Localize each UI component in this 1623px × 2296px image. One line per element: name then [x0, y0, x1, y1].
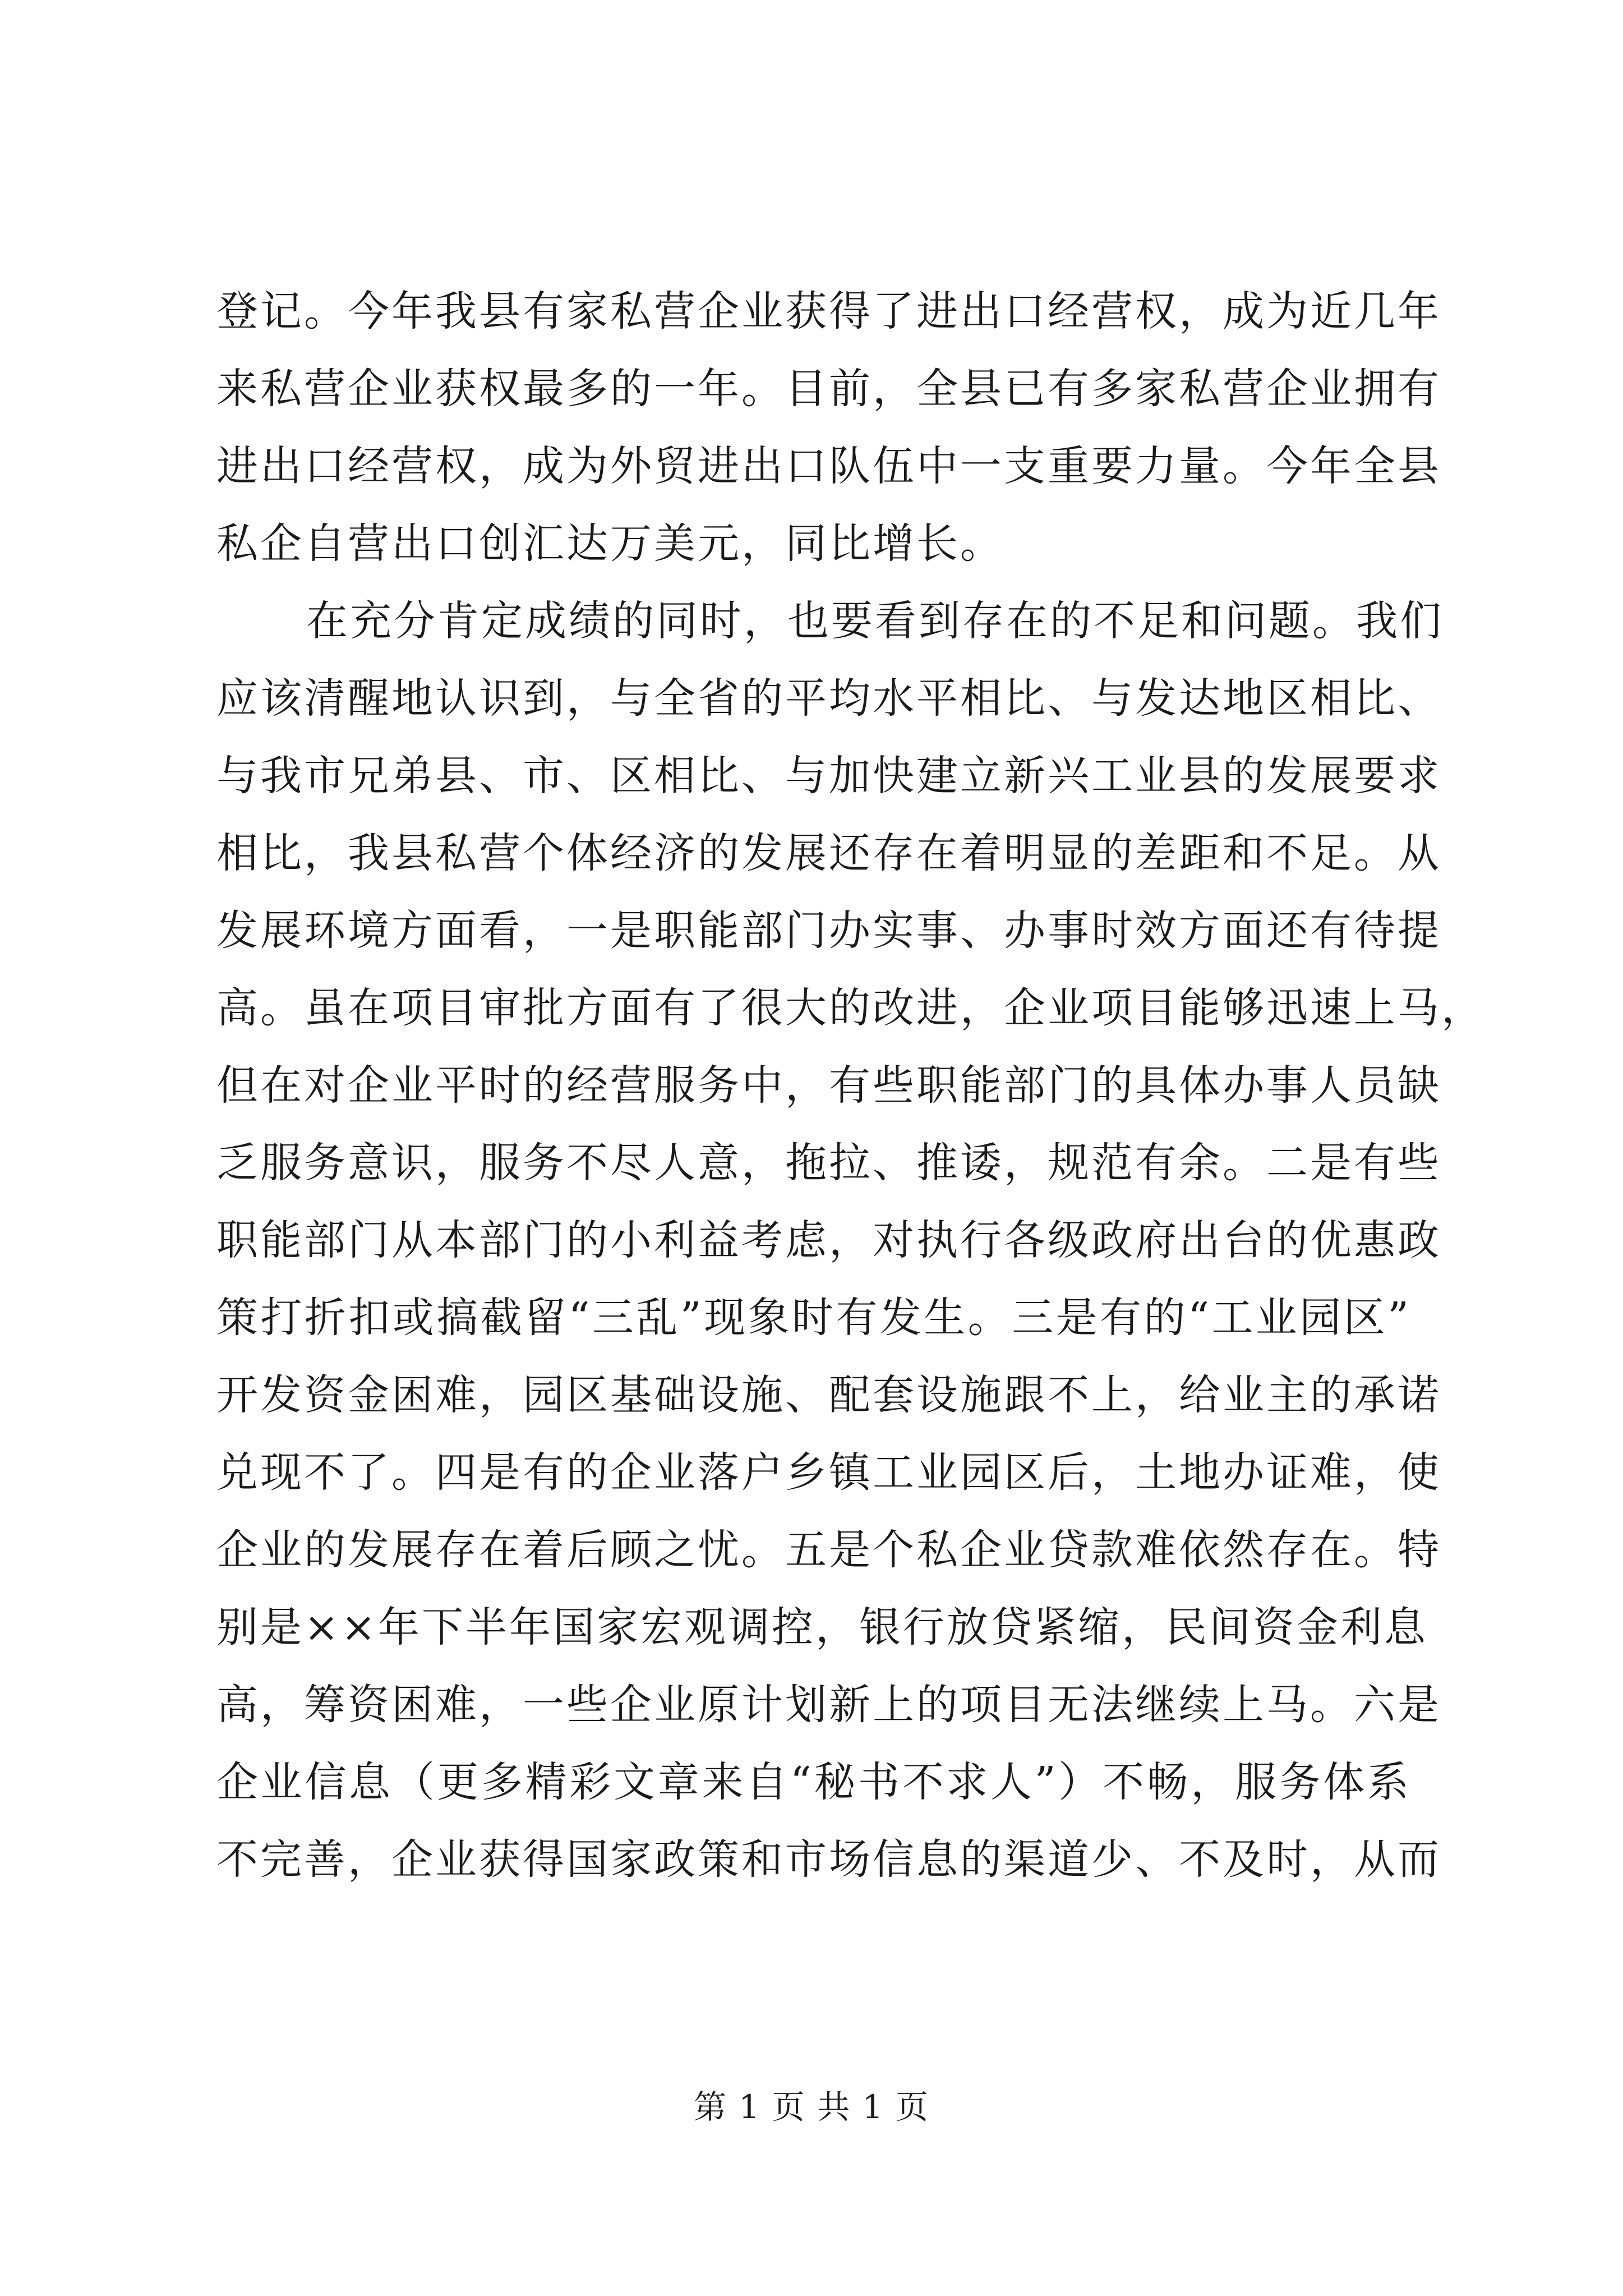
text-line: 职能部门从本部门的小利益考虑，对执行各级政府出台的优惠政: [216, 1216, 1441, 1264]
text-line: 应该清醒地认识到，与全省的平均水平相比、与发达地区相比、: [216, 674, 1441, 723]
text-line: 登记。今年我县有家私营企业获得了进出口经营权，成为近几年: [216, 287, 1441, 335]
text-line: 进出口经营权，成为外贸进出口队伍中一支重要力量。今年全县: [216, 442, 1441, 490]
text-line: 相比，我县私营个体经济的发展还存在着明显的差距和不足。从: [216, 829, 1441, 877]
text-line: 发展环境方面看，一是职能部门办实事、办事时效方面还有待提: [216, 907, 1441, 955]
text-line: 策打折扣或搞截留“三乱”现象时有发生。三是有的“工业园区”: [216, 1294, 1411, 1342]
text-line: 兑现不了。四是有的企业落户乡镇工业园区后，土地办证难，使: [216, 1448, 1441, 1497]
text-line: 在充分肯定成绩的同时，也要看到存在的不足和问题。我们: [306, 597, 1444, 645]
text-line: 来私营企业获权最多的一年。目前，全县已有多家私营企业拥有: [216, 365, 1441, 413]
text-line: 与我市兄弟县、市、区相比、与加快建立新兴工业县的发展要求: [216, 752, 1441, 800]
text-line: 开发资金困难，园区基础设施、配套设施跟不上，给业主的承诺: [216, 1371, 1441, 1419]
page-footer: 第 1 页 共 1 页: [694, 2088, 929, 2126]
text-line: 企业信息（更多精彩文章来自“秘书不求人”）不畅，服务体系: [216, 1758, 1411, 1806]
text-line: 高。虽在项目审批方面有了很大的改进，企业项目能够迅速上马，: [216, 984, 1485, 1032]
text-line: 别是××年下半年国家宏观调控，银行放贷紧缩，民间资金利息: [216, 1603, 1428, 1651]
body-text: [216, 273, 1485, 1898]
text-line: 不完善，企业获得国家政策和市场信息的渠道少、不及时，从而: [216, 1835, 1441, 1884]
text-line: 高，筹资困难，一些企业原计划新上的项目无法继续上马。六是: [216, 1681, 1441, 1729]
text-line: 但在对企业平时的经营服务中，有些职能部门的具体办事人员缺: [216, 1061, 1441, 1110]
text-line: 私企自营出口创汇达万美元，同比增长。: [216, 519, 1004, 568]
text-line: 乏服务意识，服务不尽人意，拖拉、推诿，规范有余。二是有些: [216, 1139, 1441, 1187]
text-line: 企业的发展存在着后顾之忧。五是个私企业贷款难依然存在。特: [216, 1526, 1441, 1574]
